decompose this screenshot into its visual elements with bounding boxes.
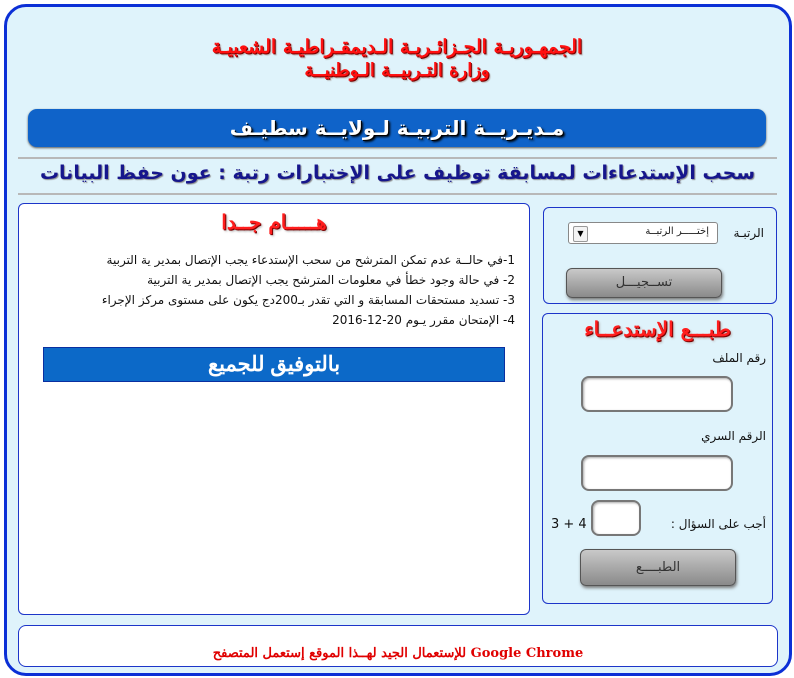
good-luck-banner: بالتوفيق للجميع (43, 347, 505, 382)
secret-number-label: الرقم السري (701, 429, 766, 443)
file-number-label: رقم الملف (712, 351, 766, 365)
print-panel (542, 313, 773, 604)
rank-select-value: إختـــــر الرتبــة (645, 226, 709, 237)
ministry-heading: وزارة التـربيــة الـوطنيــة (304, 60, 490, 81)
captcha-question: 3 + 4 (551, 517, 587, 532)
captcha-answer-input[interactable] (591, 500, 641, 536)
page-subtitle: سحب الإستدعاءات لمسابقة توظيف على الإختبارات رتبة : عون حفظ البيانات (39, 162, 756, 184)
notice-item: 2- في حالة وجود خطأ في معلومات المترشح يجب الإتصال بمدير ية التربية (147, 273, 515, 287)
notice-item: 3- تسديد مستحقات المسابقة و التي تقدر بـ200دج يكون على مستوى مركز الإجراء (101, 293, 515, 307)
notice-list (35, 250, 515, 330)
print-title: طبـــع الإستدعــاء (584, 317, 731, 341)
divider-bottom (18, 193, 777, 195)
notice-item: 1-في حالــة عدم تمكن المترشح من سحب الإستدعاء يجب الإتصال بمدير ية التربية (106, 253, 515, 267)
footer-panel (18, 625, 778, 667)
rank-label: الرتبـة (733, 226, 764, 240)
chevron-down-icon[interactable]: ▼ (573, 226, 588, 242)
file-number-input[interactable] (581, 376, 733, 412)
question-label: أجب على السؤال : (670, 517, 766, 531)
print-button[interactable]: الطبــــع (580, 549, 736, 586)
rank-select[interactable] (568, 222, 718, 244)
secret-number-input[interactable] (581, 455, 733, 491)
register-button[interactable]: تســجيـــل (566, 268, 722, 298)
directorate-banner: مـديـريــة التربيـة لـولايــة سطيـف (28, 109, 766, 147)
republic-heading: الجمهـوريـة الجـزائـريـة الـديمقـراطيـة الشعبيـة (211, 36, 583, 58)
notice-title: هـــــام جــدا (221, 210, 327, 234)
notice-item: 4- الإمتحان مقرر يـوم 20-12-2016 (332, 313, 515, 327)
browser-notice: للإستعمال الجيد لهــذا الموقع إستعمل المتصفح Google Chrome (212, 646, 584, 661)
divider-top (18, 157, 777, 159)
register-panel (543, 207, 777, 304)
notice-panel (18, 203, 530, 615)
